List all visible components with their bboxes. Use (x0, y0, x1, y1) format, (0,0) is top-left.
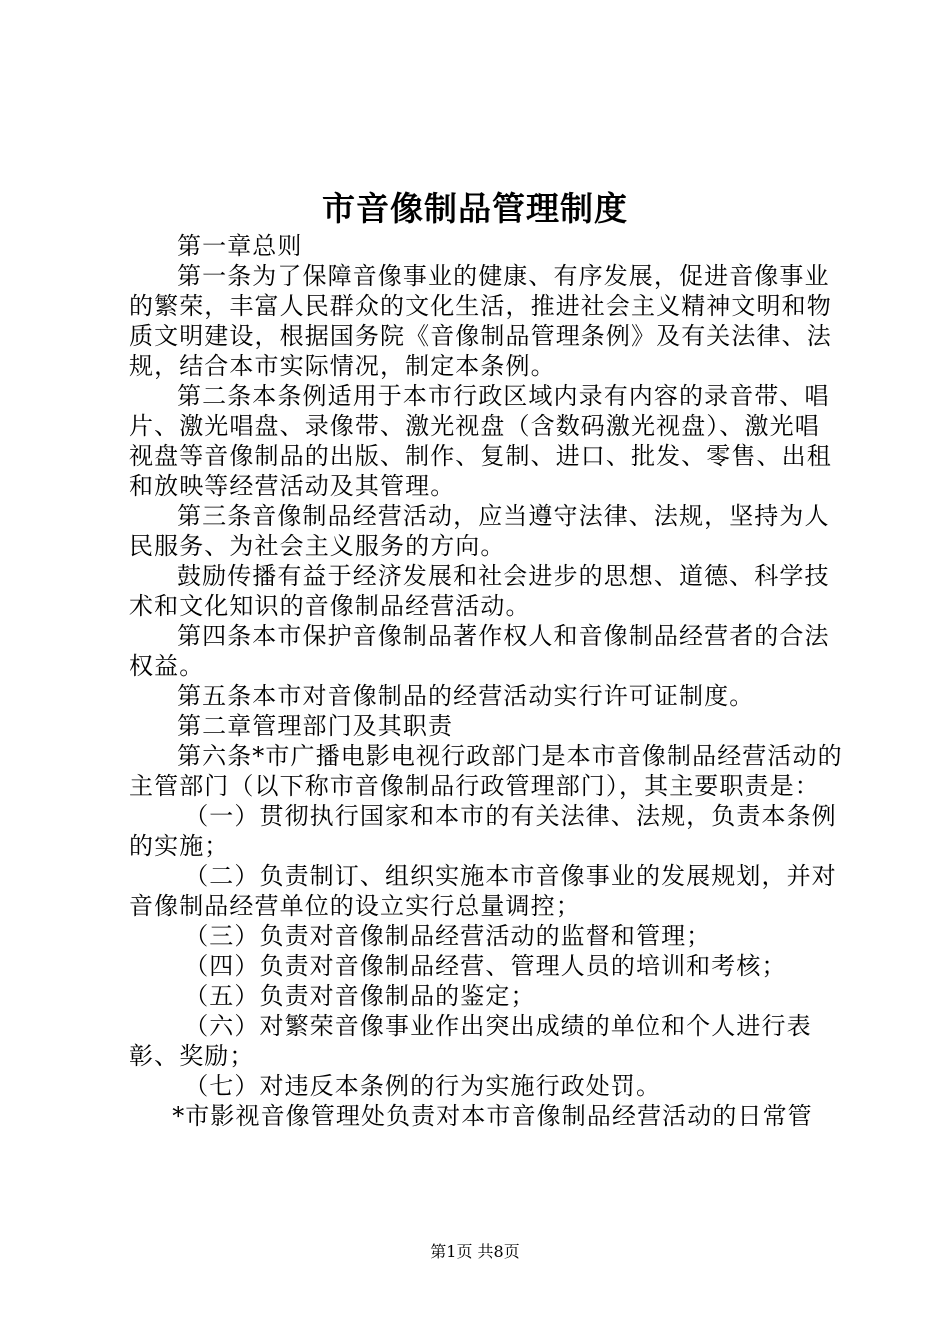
list-item: （四）负责对音像制品经营、管理人员的培训和考核； (184, 952, 787, 980)
page-footer: 第1页 共8页 (430, 1242, 520, 1261)
list-item: （三）负责对音像制品经营活动的监督和管理； (184, 922, 712, 950)
paragraph: 第二条本条例适用于本市行政区域内录有内容的录音带、唱片、激光唱盘、录像带、激光视盘（含数码激光视盘）、激光唱视盘等音像制品的出版、制作、复制、进口、批发、零售、出租和放映等经营活动及其管理。 (129, 382, 832, 500)
paragraph: 第一条为了保障音像事业的健康、有序发展，促进音像事业的繁荣，丰富人民群众的文化生活，推进社会主义精神文明和物质文明建设，根据国务院《音像制品管理条例》及有关法律、法规，结合本市实际情况，制定本条例。 (129, 262, 832, 380)
list-item: （一）贯彻执行国家和本市的有关法律、法规，负责本条例的实施； (129, 802, 837, 860)
paragraph: 第三条音像制品经营活动，应当遵守法律、法规，坚持为人民服务、为社会主义服务的方向。 (129, 502, 830, 560)
document-title: 市音像制品管理制度 (322, 189, 628, 228)
list-item: （七）对违反本条例的行为实施行政处罚。 (184, 1072, 662, 1100)
chapter-heading: 第二章管理部门及其职责 (177, 712, 454, 740)
list-item: （五）负责对音像制品的鉴定； (184, 982, 536, 1010)
paragraph: 鼓励传播有益于经济发展和社会进步的思想、道德、科学技术和文化知识的音像制品经营活动。 (129, 562, 830, 620)
paragraph: 第四条本市保护音像制品著作权人和音像制品经营者的合法权益。 (129, 622, 830, 680)
paragraph: *市影视音像管理处负责对本市音像制品经营活动的日常管 (172, 1102, 813, 1130)
list-item: （六）对繁荣音像事业作出突出成绩的单位和个人进行表彰、奖励； (129, 1012, 812, 1070)
document-body (129, 231, 844, 1131)
chapter-heading: 第一章总则 (177, 232, 303, 260)
list-item: （二）负责制订、组织实施本市音像事业的发展规划，并对音像制品经营单位的设立实行总量调控； (129, 862, 837, 920)
paragraph: 第五条本市对音像制品的经营活动实行许可证制度。 (177, 682, 755, 710)
paragraph: 第六条*市广播电影电视行政部门是本市音像制品经营活动的主管部门（以下称市音像制品行政管理部门），其主要职责是： (129, 742, 843, 800)
